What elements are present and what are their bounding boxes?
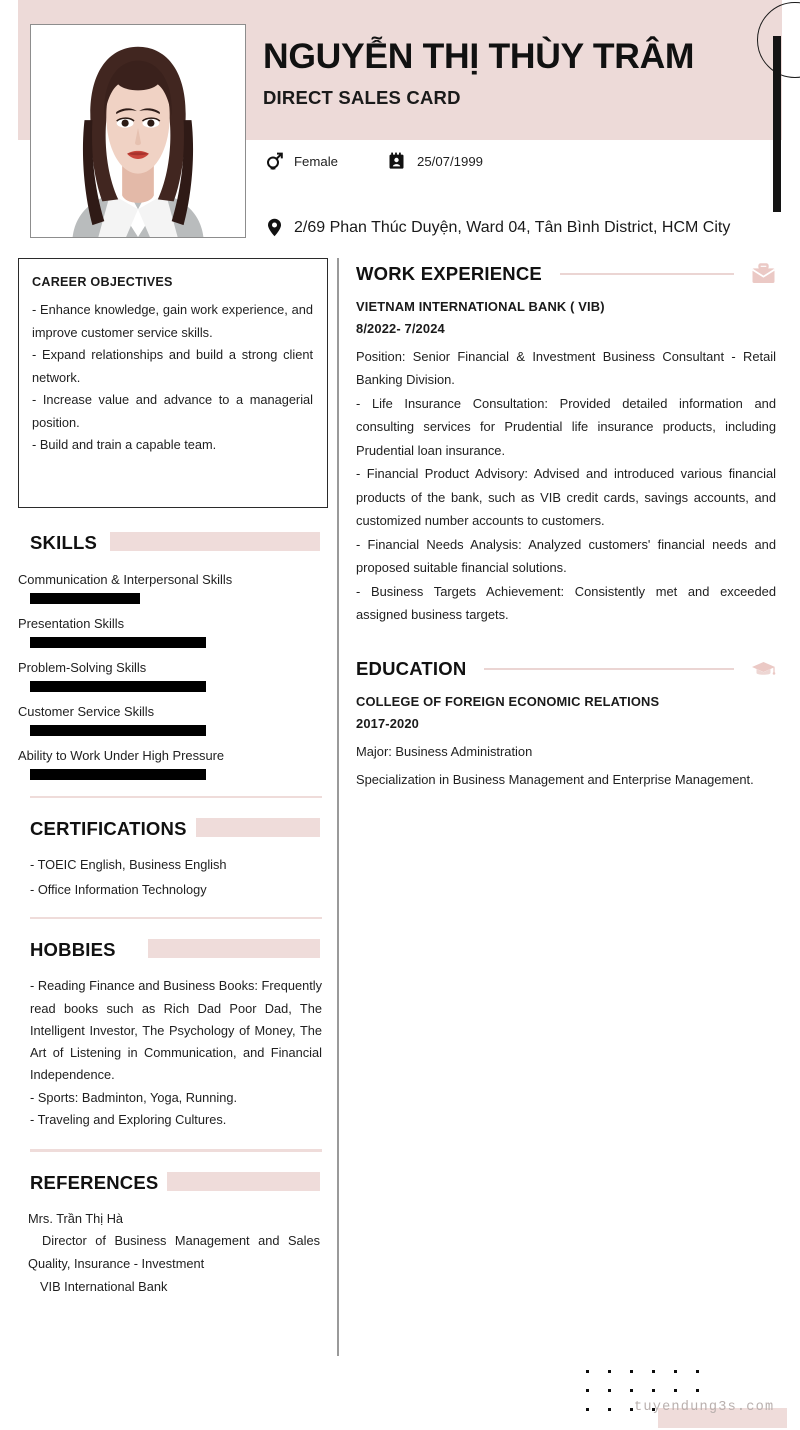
skills-section: [18, 530, 328, 798]
gender-icon: [263, 152, 285, 170]
skill-label: Ability to Work Under High Pressure: [18, 748, 225, 763]
certifications-title: CERTIFICATIONS: [18, 818, 196, 840]
watermark-dot: [652, 1370, 655, 1373]
hobbies-title: HOBBIES: [18, 939, 125, 961]
watermark-dot: [630, 1408, 633, 1411]
hobby-item: - Traveling and Exploring Cultures.: [30, 1111, 227, 1127]
watermark-dot: [696, 1370, 699, 1373]
skill-bar: [30, 725, 206, 736]
graduation-cap-icon: [750, 657, 776, 681]
watermark-dot: [608, 1408, 611, 1411]
certification-item: - Office Information Technology: [30, 881, 207, 897]
education-title: EDUCATION: [356, 657, 467, 679]
watermark-dot: [608, 1370, 611, 1373]
address-value: 2/69 Phan Thúc Duyện, Ward 04, Tân Bình District, HCM City: [294, 218, 731, 236]
skills-accent-bar: [110, 532, 320, 551]
skill-item: [18, 660, 328, 692]
hobbies-header: [18, 937, 328, 963]
location-pin-icon: [263, 218, 285, 237]
watermark-dot: [586, 1408, 589, 1411]
work-date-range: 8/2022- 7/2024: [356, 321, 445, 336]
work-organization: VIETNAM INTERNATIONAL BANK ( VIB): [356, 299, 605, 314]
profile-photo: [31, 25, 245, 237]
gender-value: Female: [294, 153, 338, 169]
skill-label: Problem-Solving Skills: [18, 660, 147, 675]
section-rule: [484, 668, 734, 670]
certification-item: - TOEIC English, Business English: [30, 857, 227, 873]
reference-company: VIB International Bank: [40, 1278, 168, 1294]
watermark-dot: [674, 1370, 677, 1373]
certifications-accent-bar: [193, 818, 320, 837]
watermark: [586, 1370, 786, 1428]
contact-row: [263, 152, 531, 170]
skill-label: Communication & Interpersonal Skills: [18, 572, 233, 587]
watermark-dot: [586, 1370, 589, 1373]
skill-item: [18, 748, 328, 780]
reference-position: Director of Business Management and Sales Quality, Insurance - Investment: [28, 1233, 320, 1272]
work-experience-title: WORK EXPERIENCE: [356, 263, 542, 284]
education-major: Major: Business Administration: [356, 743, 533, 759]
watermark-dot: [608, 1389, 611, 1392]
education-header: [356, 657, 776, 681]
watermark-dot: [630, 1370, 633, 1373]
skill-bar: [30, 593, 140, 604]
name-block: [263, 38, 783, 109]
hobby-item: - Reading Finance and Business Books: Frequently read books such as Rich Dad Poor Dad, The Intelligent Investor, The Psychology of Money, The Art of Listening in Communication, and Financial Independence.: [30, 978, 322, 1083]
work-experience-section: [356, 262, 776, 627]
references-section: [18, 1170, 328, 1299]
briefcase-icon: [750, 262, 776, 286]
watermark-text: tuyendung3s.com: [634, 1400, 775, 1415]
page-title: NGUYỄN THỊ THÙY TRÂM: [263, 36, 695, 76]
hobby-item: - Sports: Badminton, Yoga, Running.: [30, 1089, 238, 1105]
birthdate-value: 25/07/1999: [416, 153, 483, 169]
education-section: [356, 657, 776, 792]
contact-birthdate: [386, 152, 483, 170]
career-objectives-title: CAREER OBJECTIVES: [32, 275, 173, 289]
skills-header: [18, 530, 328, 556]
section-separator: [30, 796, 322, 798]
skill-bar: [30, 769, 206, 780]
work-bullet: - Life Insurance Consultation: Provided detailed information and consulting services for Prudential life insurance products, including Prudential loan insurance.: [356, 395, 776, 458]
education-date-range: 2017-2020: [356, 715, 419, 731]
contact-gender: [263, 152, 338, 170]
career-objective-item: - Build and train a capable team.: [32, 437, 217, 453]
skill-item: [18, 616, 328, 648]
work-bullet: - Financial Product Advisory: Advised and introduced various financial products of the bank, such as VIB credit cards, savings accounts, and customized number accounts to customers.: [356, 466, 776, 529]
section-rule: [560, 273, 734, 275]
certifications-section: [18, 816, 328, 919]
section-separator: [30, 917, 322, 919]
profile-photo-frame: [30, 24, 246, 238]
skill-bar: [30, 637, 206, 648]
skill-label: Presentation Skills: [18, 616, 125, 631]
references-accent-bar: [158, 1172, 320, 1191]
contact-address: [263, 218, 730, 237]
skills-title: SKILLS: [18, 532, 106, 554]
work-experience-header: [356, 262, 776, 286]
watermark-dot: [696, 1389, 699, 1392]
certifications-header: [18, 816, 328, 842]
watermark-dot: [630, 1389, 633, 1392]
section-separator: [30, 1149, 322, 1151]
skill-label: Customer Service Skills: [18, 704, 155, 719]
work-position-line: Position: Senior Financial & Investment Business Consultant - Retail Banking Division.: [356, 349, 776, 388]
reference-name: Mrs. Trần Thị Hà: [28, 1210, 124, 1226]
hobbies-accent-bar: [148, 939, 320, 958]
skill-item: [18, 704, 328, 736]
skill-bar: [30, 681, 206, 692]
watermark-dot: [674, 1389, 677, 1392]
id-card-icon: [386, 152, 408, 170]
right-column: [356, 262, 776, 792]
education-specialization: Specialization in Business Management and Enterprise Management.: [356, 772, 754, 788]
career-objective-item: - Increase value and advance to a managerial position.: [32, 392, 313, 430]
career-objective-item: - Expand relationships and build a strong client network.: [32, 347, 313, 385]
left-column: [18, 258, 328, 1299]
education-school: COLLEGE OF FOREIGN ECONOMIC RELATIONS: [356, 693, 660, 709]
watermark-dot: [586, 1389, 589, 1392]
work-bullet: - Financial Needs Analysis: Analyzed customers' financial needs and proposed suitable financial solutions.: [356, 536, 776, 576]
references-header: [18, 1170, 328, 1196]
hobbies-section: [18, 937, 328, 1151]
skill-item: [18, 572, 328, 604]
work-bullet: - Business Targets Achievement: Consistently met and exceeded assigned business targets.: [356, 583, 776, 623]
references-title: REFERENCES: [18, 1172, 167, 1194]
watermark-dot: [652, 1389, 655, 1392]
column-divider: [337, 258, 339, 1356]
job-role-subtitle: DIRECT SALES CARD: [263, 87, 461, 109]
career-objective-item: - Enhance knowledge, gain work experience, and improve customer service skills.: [32, 302, 313, 340]
career-objectives-section: [18, 258, 328, 508]
